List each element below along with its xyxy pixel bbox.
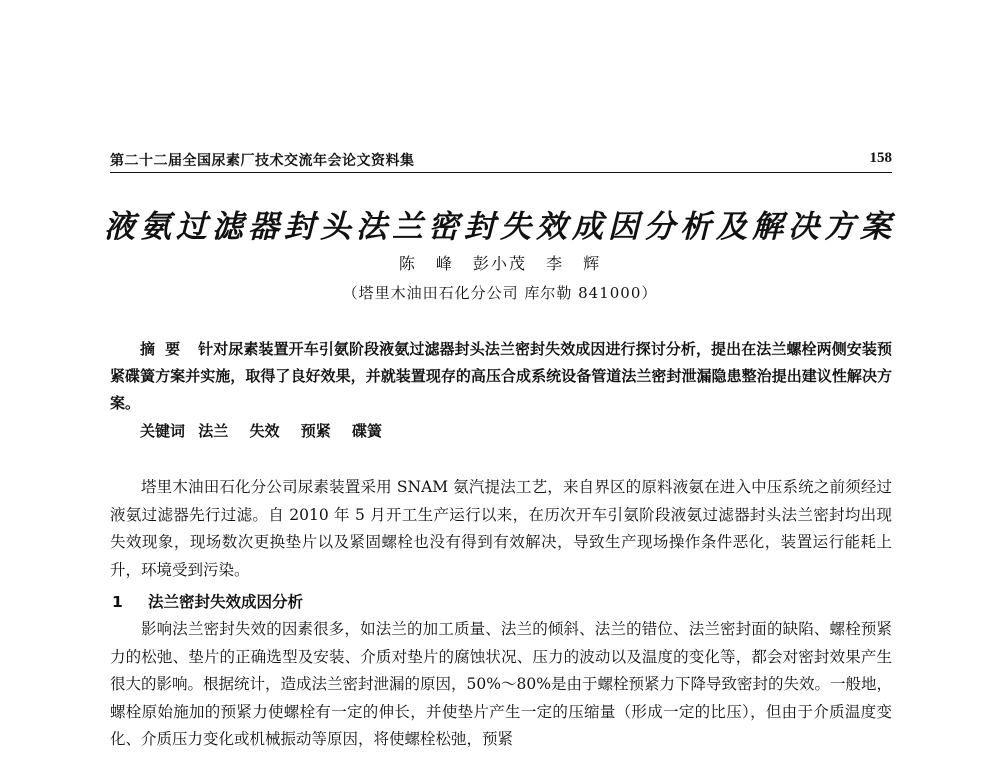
abstract [110, 336, 892, 417]
intro-paragraph: 塔里木油田石化分公司尿素装置采用 SNAM 氨汽提法工艺，来自界区的原料液氨在进入中压系统之前须经过液氨过滤器先行过滤。自 2010 年 5 月开工生产运行以来，在历次开车引氨阶段液氨过滤器封头法兰密封均出现失效现象，现场数次更换垫片以及紧固螺栓也没有得到有效解决，导致生产现场操作条件恶化，装置运行能耗上升，环境受到污染。 [110, 478, 892, 579]
paper-title: 液氨过滤器封头法兰密封失效成因分析及解决方案 [104, 209, 896, 245]
keyword: 失效 [249, 422, 280, 440]
section-paragraph: 影响法兰密封失效的因素很多，如法兰的加工质量、法兰的倾斜、法兰的错位、法兰密封面的缺陷、螺栓预紧力的松弛、垫片的正确选型及安装、介质对垫片的腐蚀状况、压力的波动以及温度的变化等，都会对密封效果产生很大的影响。根据统计，造成法兰密封泄漏的原因，50%～80%是由于螺栓预紧力下降导致密封的失效。一般地，螺栓原始施加的预紧力使螺栓有一定的伸长，并使垫片产生一定的压缩量（形成一定的比压），但由于介质温度变化、介质压力变化或机械振动等原因，将使螺栓松弛，预紧 [110, 620, 892, 748]
keywords [140, 420, 398, 441]
authors: 陈 峰 彭小茂 李 辉 [398, 254, 602, 273]
running-header [110, 150, 892, 173]
section-number: 1 [112, 593, 123, 611]
keyword: 碟簧 [352, 422, 383, 440]
affiliation: （塔里木油田石化分公司 库尔勒 841000） [342, 284, 658, 302]
keyword: 预紧 [300, 422, 331, 440]
keyword: 法兰 [198, 422, 229, 440]
abstract-label: 摘要 [140, 340, 191, 358]
section-heading [112, 590, 303, 612]
keywords-label: 关键词 [140, 422, 186, 440]
page-number: 158 [869, 150, 892, 166]
abstract-text: 针对尿素装置开车引氨阶段液氨过滤器封头法兰密封失效成因进行探讨分析，提出在法兰螺栓两侧安装预紧碟簧方案并实施，取得了良好效果，并就装置现存的高压合成系统设备管道法兰密封泄漏隐患整治提出建议性解决方案。 [110, 340, 892, 412]
section-title: 法兰密封失效成因分析 [148, 593, 304, 611]
running-title: 第二十二届全国尿素厂技术交流年会论文资料集 [110, 153, 415, 169]
